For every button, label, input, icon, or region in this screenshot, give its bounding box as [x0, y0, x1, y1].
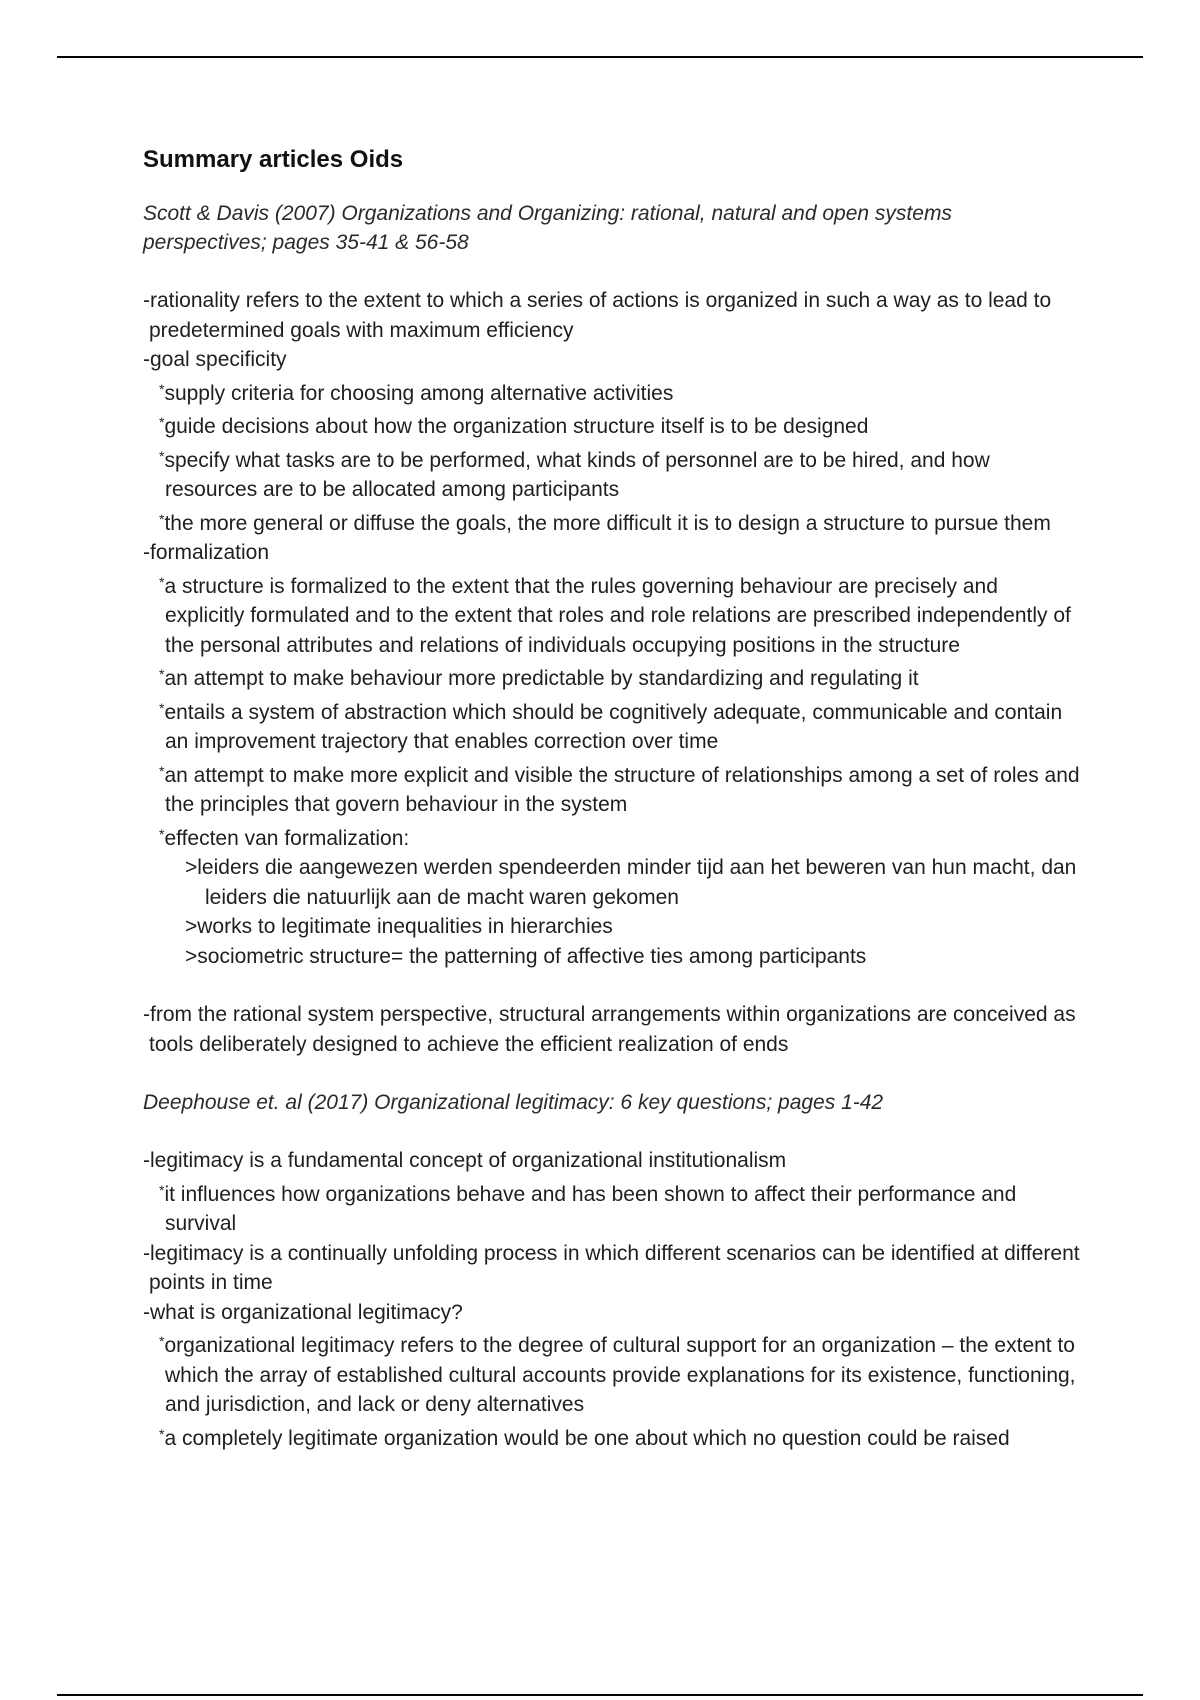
sub-list-item-text: supply criteria for choosing among alternative activities	[164, 381, 674, 405]
sub-list-item-text: an attempt to make behaviour more predictable by standardizing and regulating it	[164, 667, 919, 690]
bullet-marker: *	[159, 1181, 165, 1198]
list-item: -rationality refers to the extent to which a series of actions is organized in such a way as to lead to predetermined goals with maximum efficiency	[143, 289, 1052, 342]
bullet-marker: *	[159, 699, 165, 716]
nested-list-item: >sociometric structure= the patterning of affective ties among participants	[185, 944, 867, 968]
sub-list-item	[143, 408, 1083, 442]
sub-list-item-text: an attempt to make more explicit and visible the structure of relationships among a set of roles and the principles that govern behaviour in the system	[164, 763, 1080, 816]
sub-list-item-text: specify what tasks are to be performed, what kinds of personnel are to be hired, and how resources are to be allocated among participants	[164, 448, 990, 501]
reference-line: Deephouse et. al (2017) Organizational legitimacy: 6 key questions; pages 1-42	[143, 1091, 884, 1114]
sub-list-item-text: organizational legitimacy refers to the degree of cultural support for an organization – the extent to which the array of established cultural accounts provide explanations for its existence, functioning, and jurisdiction, and lack or deny alternatives	[164, 1334, 1076, 1416]
sub-list-item	[143, 1420, 1083, 1454]
sub-list-item-text: a structure is formalized to the extent that the rules governing behaviour are precisely and explicitly formulated and to the extent that roles and role relations are prescribed independently of the personal attributes and relations of individuals occupying positions in the structure	[164, 574, 1071, 657]
nested-list-item: >leiders die aangewezen werden spendeerden minder tijd aan het beweren van hun macht, dan leiders die natuurlijk aan de macht waren gekomen	[185, 856, 1077, 909]
list-item: -legitimacy is a continually unfolding process in which different scenarios can be identified at different points in time	[143, 1241, 1080, 1294]
bullet-marker: *	[159, 573, 165, 590]
list-item: -what is organizational legitimacy?	[143, 1300, 463, 1324]
document-title: Summary articles Oids	[143, 146, 404, 173]
nested-list-item: >works to legitimate inequalities in hierarchies	[185, 915, 613, 938]
section-reference	[143, 199, 1083, 257]
list-item: -from the rational system perspective, structural arrangements within organizations are conceived as tools deliberately designed to achieve the efficient realization of ends	[143, 1003, 1076, 1056]
list-item: -legitimacy is a fundamental concept of organizational institutionalism	[143, 1149, 787, 1172]
bullet-marker: *	[159, 666, 165, 682]
sub-list-item	[143, 820, 1083, 854]
sub-list-item	[143, 757, 1083, 820]
bullet-marker: *	[159, 447, 165, 464]
section-reference	[143, 1088, 1083, 1117]
bullet-marker: *	[159, 510, 165, 527]
spacer	[143, 1059, 1083, 1088]
reference-line: perspectives; pages 35-41 & 56-58	[143, 231, 469, 254]
sub-list-item	[143, 660, 1083, 694]
sub-list-item	[143, 1327, 1083, 1420]
sub-list-item-text: a completely legitimate organization would be one about which no question could be raised	[164, 1426, 1010, 1450]
spacer	[143, 971, 1083, 1000]
sub-list-item-text: effecten van formalization:	[164, 826, 410, 850]
document-body	[143, 143, 1083, 1453]
sub-list-item	[143, 442, 1083, 505]
list-item: -goal specificity	[143, 348, 287, 371]
list-item: -formalization	[143, 541, 270, 564]
bullet-marker: *	[159, 414, 165, 430]
sub-list-item-text: entails a system of abstraction which should be cognitively adequate, communicable and contain an improvement trajectory that enables correction over time	[164, 700, 1063, 753]
sub-list-item	[143, 505, 1083, 539]
sub-list-item	[143, 568, 1083, 661]
bullet-marker: *	[159, 762, 165, 779]
bullet-marker: *	[159, 825, 165, 842]
sub-list-item-text: the more general or diffuse the goals, the more difficult it is to design a structure to pursue them	[164, 511, 1051, 535]
sub-list-item-text: it influences how organizations behave and has been shown to affect their performance and survival	[164, 1182, 1017, 1235]
sub-list-item-text: guide decisions about how the organization structure itself is to be designed	[164, 415, 869, 438]
reference-line: Scott & Davis (2007) Organizations and Organizing: rational, natural and open systems	[143, 202, 952, 225]
sub-list-item	[143, 1176, 1083, 1239]
bullet-marker: *	[159, 380, 165, 397]
bullet-marker: *	[159, 1333, 165, 1349]
top-rule	[57, 56, 1143, 58]
sub-list-item	[143, 694, 1083, 757]
bullet-marker: *	[159, 1425, 165, 1442]
bottom-rule	[57, 1694, 1143, 1696]
sub-list-item	[143, 375, 1083, 409]
